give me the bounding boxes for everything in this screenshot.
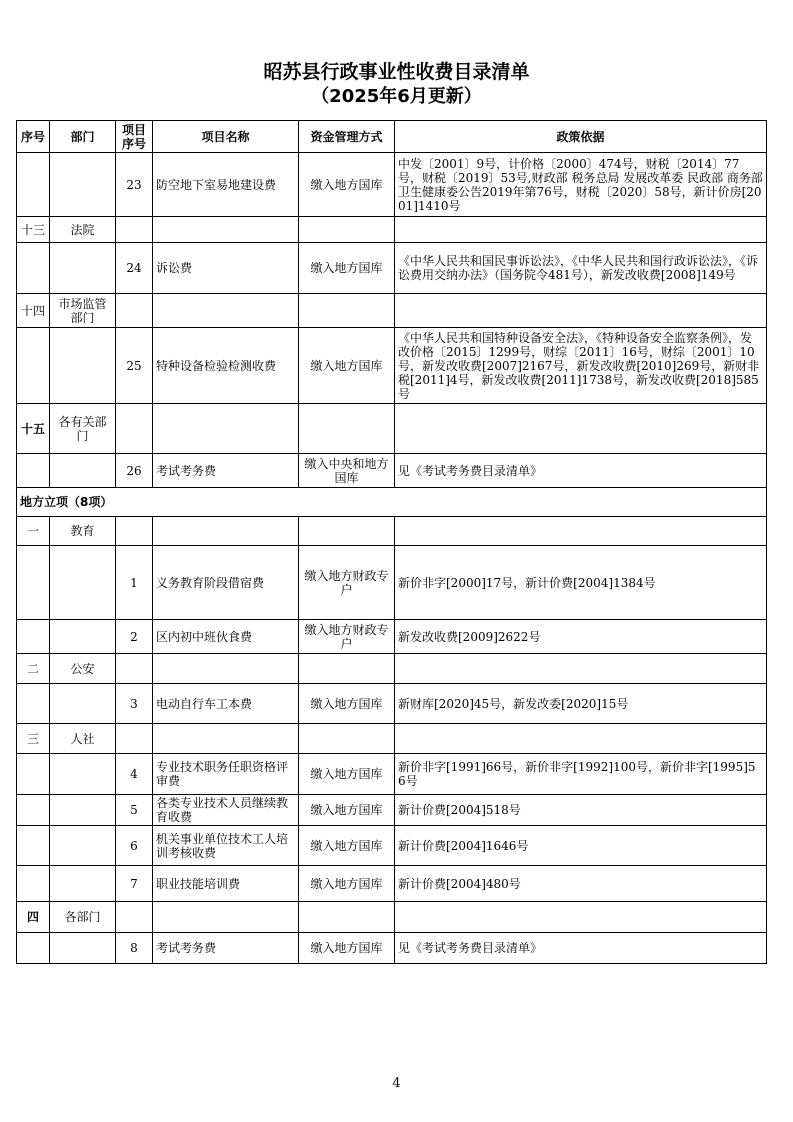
section-row [17, 404, 767, 454]
table-row [17, 933, 767, 964]
section-dept: 教育 [50, 517, 116, 546]
item-policy: 新计价费[2004]480号 [395, 866, 767, 902]
item-name: 专业技术职务任职资格评审费 [153, 754, 299, 795]
item-no: 7 [116, 866, 153, 902]
table-row [17, 153, 767, 217]
item-policy: 新计价费[2004]1646号 [395, 826, 767, 866]
item-policy: 《中华人民共和国特种设备安全法》，《特种设备安全监察条例》，发改价格〔2015〕1299号，财综〔2011〕16号，财综〔2001〕10号，新发改收费[2007]2167号，新发改收费[2010]269号，新财非税[2011]4号，新发改收费[2011]1738号，新发改收费[2018]585号 [395, 328, 767, 404]
item-name: 防空地下室易地建设费 [153, 153, 299, 217]
item-policy: 《中华人民共和国民事诉讼法》，《中华人民共和国行政诉讼法》，《诉讼费用交纳办法》（国务院令481号），新发改收费[2008]149号 [395, 243, 767, 294]
item-fund: 缴入地方财政专户 [299, 620, 395, 654]
item-fund: 缴入地方国库 [299, 153, 395, 217]
item-no: 5 [116, 795, 153, 826]
item-fund: 缴入地方国库 [299, 754, 395, 795]
item-no: 3 [116, 684, 153, 724]
item-policy: 新发改收费[2009]2622号 [395, 620, 767, 654]
section-dept: 各有关部门 [50, 404, 116, 454]
item-fund: 缴入地方国库 [299, 684, 395, 724]
header-dept: 部门 [50, 121, 116, 153]
item-name: 考试考务费 [153, 454, 299, 488]
local-items-heading: 地方立项（8项） [17, 488, 767, 517]
item-fund: 缴入地方国库 [299, 866, 395, 902]
item-policy: 新财库[2020]45号，新发改委[2020]15号 [395, 684, 767, 724]
section-dept: 人社 [50, 724, 116, 754]
section-seq: 十五 [17, 404, 50, 454]
item-policy: 新计价费[2004]518号 [395, 795, 767, 826]
item-name: 区内初中班伙食费 [153, 620, 299, 654]
header-fund: 资金管理方式 [299, 121, 395, 153]
section-row [17, 902, 767, 933]
item-policy: 见《考试考务费目录清单》 [395, 933, 767, 964]
item-fund: 缴入中央和地方国库 [299, 454, 395, 488]
item-name: 各类专业技术人员继续教育收费 [153, 795, 299, 826]
section-row [17, 724, 767, 754]
section-seq: 四 [17, 902, 50, 933]
table-row [17, 454, 767, 488]
section-seq: 十四 [17, 294, 50, 328]
item-no: 25 [116, 328, 153, 404]
page-number: 4 [392, 1076, 401, 1091]
item-name: 职业技能培训费 [153, 866, 299, 902]
table-row [17, 795, 767, 826]
header-policy: 政策依据 [395, 121, 767, 153]
document-subtitle: （2025年6月更新） [311, 86, 482, 107]
item-no: 4 [116, 754, 153, 795]
section-dept: 市场监管部门 [50, 294, 116, 328]
item-fund: 缴入地方国库 [299, 328, 395, 404]
item-name: 特种设备检验检测收费 [153, 328, 299, 404]
item-name: 机关事业单位技术工人培训考核收费 [153, 826, 299, 866]
section-seq: 十三 [17, 217, 50, 243]
item-policy: 新价非字[2000]17号，新计价费[2004]1384号 [395, 546, 767, 620]
table-row [17, 684, 767, 724]
section-row [17, 294, 767, 328]
item-name: 诉讼费 [153, 243, 299, 294]
section-dept: 法院 [50, 217, 116, 243]
item-name: 电动自行车工本费 [153, 684, 299, 724]
header-item-name: 项目名称 [153, 121, 299, 153]
header-item-seq: 项目序号 [116, 121, 153, 153]
item-fund: 缴入地方财政专户 [299, 546, 395, 620]
table-row [17, 826, 767, 866]
section-seq: 三 [17, 724, 50, 754]
table-header-row [17, 121, 767, 153]
table-row [17, 866, 767, 902]
section-dept: 公安 [50, 654, 116, 684]
item-no: 8 [116, 933, 153, 964]
item-fund: 缴入地方国库 [299, 826, 395, 866]
local-items-header-row [17, 488, 767, 517]
section-dept: 各部门 [50, 902, 116, 933]
item-no: 1 [116, 546, 153, 620]
item-policy: 新价非字[1991]66号，新价非字[1992]100号，新价非字[1995]56号 [395, 754, 767, 795]
table-row [17, 243, 767, 294]
item-name: 义务教育阶段借宿费 [153, 546, 299, 620]
item-policy: 中发〔2001〕9号，计价格〔2000〕474号，财税〔2014〕77号，财税〔2019〕53号,财政部 税务总局 发展改革委 民政部 商务部 卫生健康委公告2019年第76号，财税〔2020〕58号，新计价房[2001]1410号 [395, 153, 767, 217]
item-policy: 见《考试考务费目录清单》 [395, 454, 767, 488]
item-fund: 缴入地方国库 [299, 795, 395, 826]
section-row [17, 517, 767, 546]
table-row [17, 328, 767, 404]
item-no: 2 [116, 620, 153, 654]
item-name: 考试考务费 [153, 933, 299, 964]
document-title: 昭苏县行政事业性收费目录清单 [263, 61, 530, 83]
item-no: 24 [116, 243, 153, 294]
header-seq: 序号 [17, 121, 50, 153]
fee-catalog-table [16, 120, 767, 964]
section-row [17, 654, 767, 684]
section-seq: 一 [17, 517, 50, 546]
section-row [17, 217, 767, 243]
item-no: 6 [116, 826, 153, 866]
table-row [17, 754, 767, 795]
item-fund: 缴入地方国库 [299, 933, 395, 964]
item-no: 23 [116, 153, 153, 217]
table-row [17, 620, 767, 654]
section-seq: 二 [17, 654, 50, 684]
item-no: 26 [116, 454, 153, 488]
table-row [17, 546, 767, 620]
item-fund: 缴入地方国库 [299, 243, 395, 294]
